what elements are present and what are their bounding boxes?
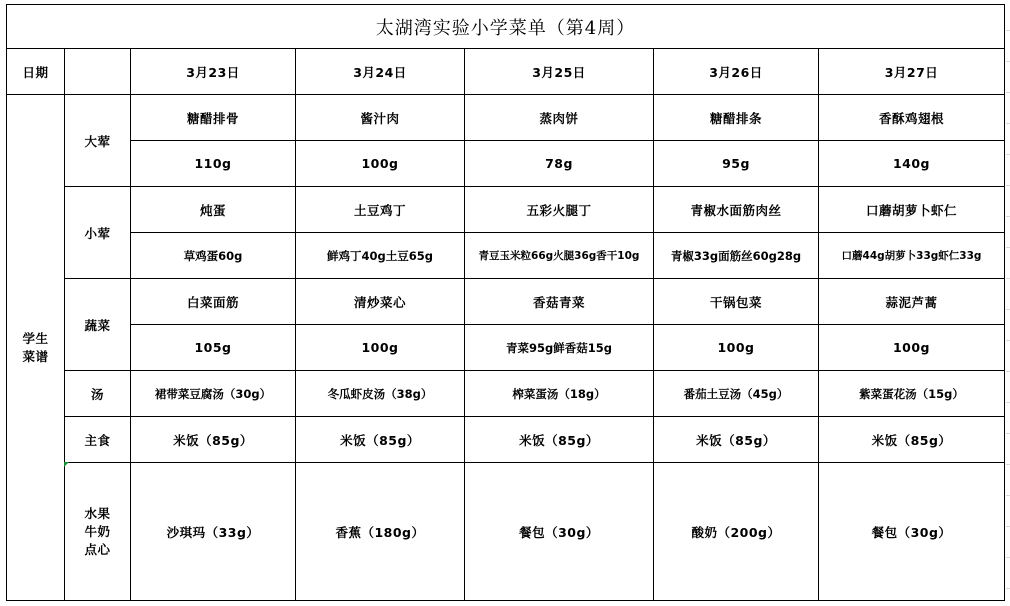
vegetable-label-cell[interactable]: 蔬菜	[65, 279, 131, 371]
side-dish-amount-cell[interactable]: 鲜鸡丁40g土豆65g	[296, 233, 465, 279]
date-cell[interactable]: 3月25日	[465, 49, 654, 95]
side-dish-amount-cell[interactable]: 口蘑44g胡萝卜33g虾仁33g	[819, 233, 1005, 279]
main-dish-cell[interactable]: 蒸肉饼	[465, 95, 654, 141]
staple-cell[interactable]: 米饭（85g）	[465, 417, 654, 463]
main-dish-cell[interactable]: 糖醋排骨	[131, 95, 296, 141]
side-dish-cell[interactable]: 口蘑胡萝卜虾仁	[819, 187, 1005, 233]
main-dish-amount-cell[interactable]: 78g	[465, 141, 654, 187]
side-dish-cell[interactable]: 炖蛋	[131, 187, 296, 233]
main-dish-amount-cell[interactable]: 110g	[131, 141, 296, 187]
side-dish-cell[interactable]: 青椒水面筋肉丝	[654, 187, 819, 233]
menu-table	[6, 4, 1005, 601]
side-dish-amount-row	[7, 233, 1005, 279]
vegetable-amount-cell[interactable]: 100g	[819, 325, 1005, 371]
snack-label: 水果牛奶点心	[84, 505, 111, 557]
vegetable-cell[interactable]: 白菜面筋	[131, 279, 296, 325]
snack-cell[interactable]: 餐包（30g）	[819, 463, 1005, 601]
snack-cell[interactable]: 餐包（30g）	[465, 463, 654, 601]
empty-header-cell[interactable]	[65, 49, 131, 95]
date-row	[7, 49, 1005, 95]
side-dish-amount-cell[interactable]: 青椒33g面筋丝60g28g	[654, 233, 819, 279]
snack-cell[interactable]: 酸奶（200g）	[654, 463, 819, 601]
vegetable-amount-cell[interactable]: 100g	[296, 325, 465, 371]
snack-cell[interactable]: 沙琪玛（33g）	[131, 463, 296, 601]
soup-cell[interactable]: 裙带菜豆腐汤（30g）	[131, 371, 296, 417]
main-dish-label-cell[interactable]: 大荤	[65, 95, 131, 187]
side-dish-name-row	[7, 187, 1005, 233]
main-dish-amount-row	[7, 141, 1005, 187]
snack-label-cell[interactable]	[65, 463, 131, 601]
staple-cell[interactable]: 米饭（85g）	[131, 417, 296, 463]
main-dish-amount-cell[interactable]: 95g	[654, 141, 819, 187]
vegetable-cell[interactable]: 清炒菜心	[296, 279, 465, 325]
date-cell[interactable]: 3月23日	[131, 49, 296, 95]
vegetable-name-row	[7, 279, 1005, 325]
soup-cell[interactable]: 冬瓜虾皮汤（38g）	[296, 371, 465, 417]
date-cell[interactable]: 3月27日	[819, 49, 1005, 95]
staple-cell[interactable]: 米饭（85g）	[819, 417, 1005, 463]
title-row	[7, 5, 1005, 49]
side-dish-cell[interactable]: 土豆鸡丁	[296, 187, 465, 233]
main-dish-cell[interactable]: 酱汁肉	[296, 95, 465, 141]
soup-label-cell[interactable]: 汤	[65, 371, 131, 417]
date-cell[interactable]: 3月26日	[654, 49, 819, 95]
main-dish-cell[interactable]: 香酥鸡翅根	[819, 95, 1005, 141]
vegetable-amount-cell[interactable]: 100g	[654, 325, 819, 371]
main-dish-amount-cell[interactable]: 100g	[296, 141, 465, 187]
side-dish-label-cell[interactable]: 小荤	[65, 187, 131, 279]
main-dish-cell[interactable]: 糖醋排条	[654, 95, 819, 141]
group-label-cell[interactable]	[7, 95, 65, 601]
vegetable-amount-cell[interactable]: 青菜95g鲜香菇15g	[465, 325, 654, 371]
snack-cell[interactable]: 香蕉（180g）	[296, 463, 465, 601]
main-dish-name-row	[7, 95, 1005, 141]
staple-cell[interactable]: 米饭（85g）	[296, 417, 465, 463]
side-dish-cell[interactable]: 五彩火腿丁	[465, 187, 654, 233]
vegetable-cell[interactable]: 干锅包菜	[654, 279, 819, 325]
vegetable-amount-cell[interactable]: 105g	[131, 325, 296, 371]
date-label-cell[interactable]: 日期	[7, 49, 65, 95]
soup-cell[interactable]: 紫菜蛋花汤（15g）	[819, 371, 1005, 417]
group-label: 学生菜谱	[22, 330, 49, 364]
soup-row	[7, 371, 1005, 417]
menu-title[interactable]: 太湖湾实验小学菜单（第4周）	[7, 5, 1005, 49]
side-dish-amount-cell[interactable]: 草鸡蛋60g	[131, 233, 296, 279]
gridline-edge	[1006, 0, 1010, 606]
staple-cell[interactable]: 米饭（85g）	[654, 417, 819, 463]
staple-label-cell[interactable]: 主食	[65, 417, 131, 463]
snack-row	[7, 463, 1005, 601]
side-dish-amount-cell[interactable]: 青豆玉米粒66g火腿36g香干10g	[465, 233, 654, 279]
soup-cell[interactable]: 番茄土豆汤（45g）	[654, 371, 819, 417]
vegetable-cell[interactable]: 香菇青菜	[465, 279, 654, 325]
vegetable-cell[interactable]: 蒜泥芦蒿	[819, 279, 1005, 325]
soup-cell[interactable]: 榨菜蛋汤（18g）	[465, 371, 654, 417]
vegetable-amount-row	[7, 325, 1005, 371]
date-cell[interactable]: 3月24日	[296, 49, 465, 95]
staple-row	[7, 417, 1005, 463]
main-dish-amount-cell[interactable]: 140g	[819, 141, 1005, 187]
cell-comment-indicator	[64, 462, 69, 467]
